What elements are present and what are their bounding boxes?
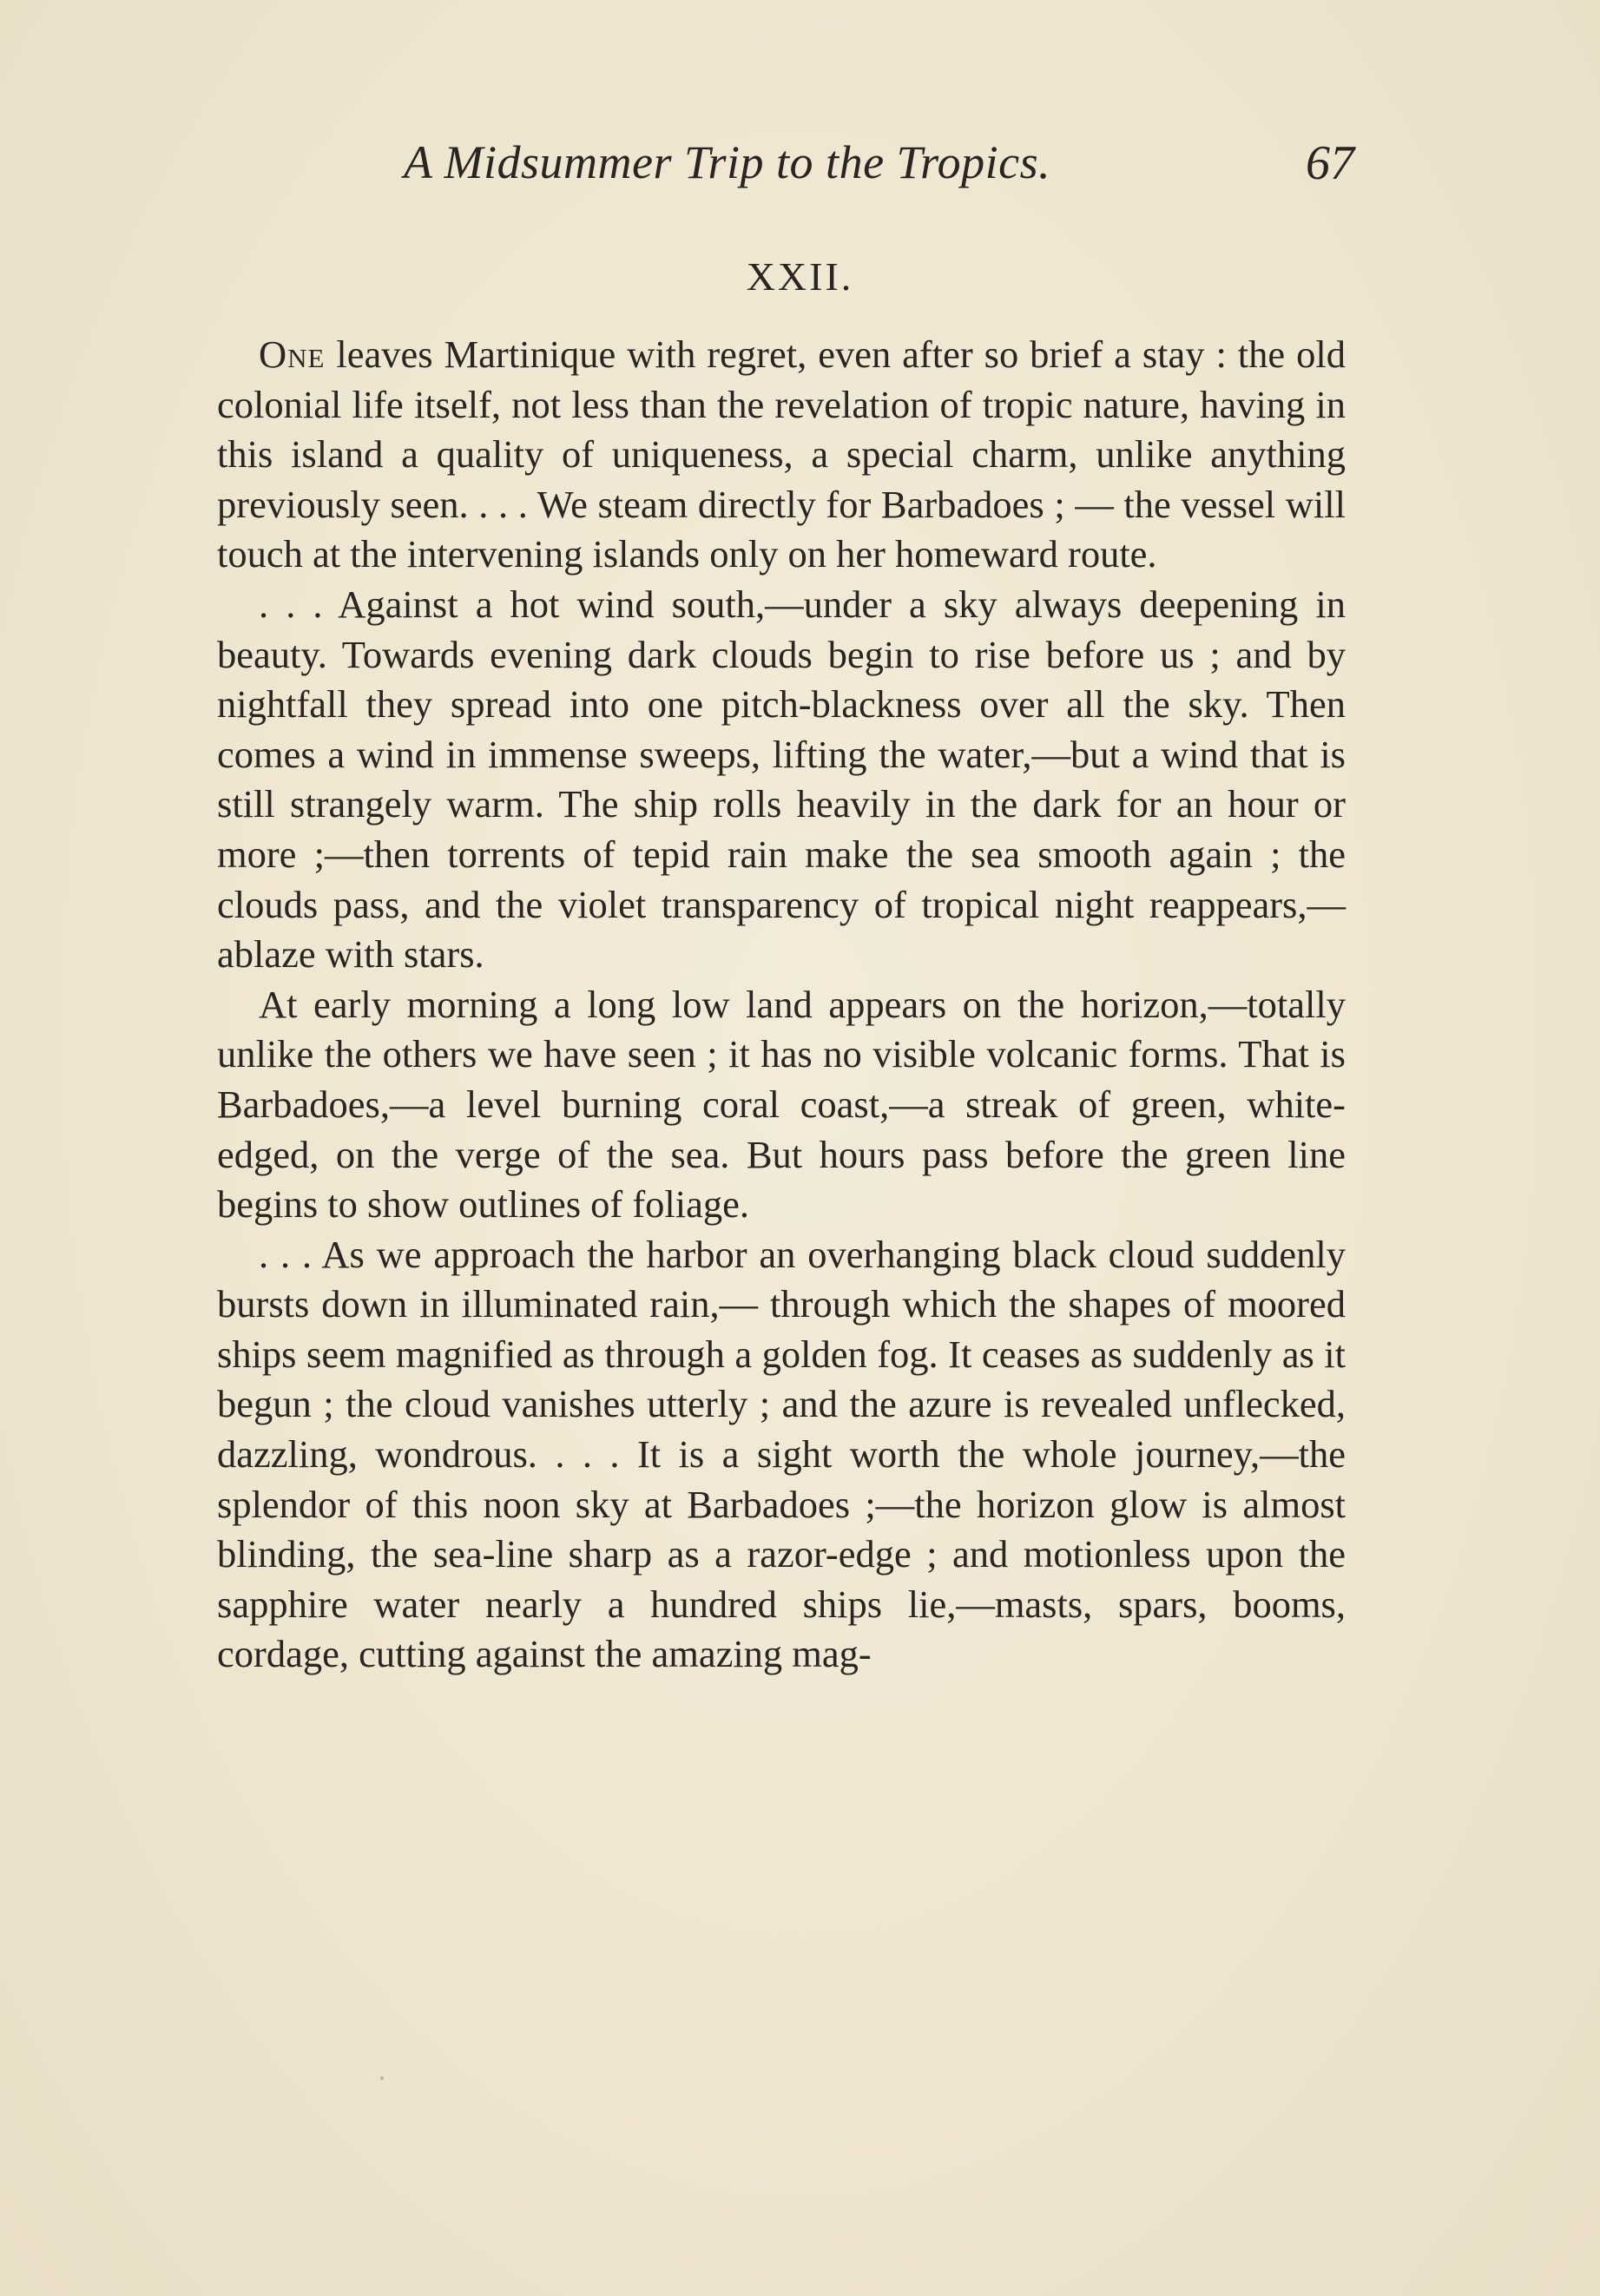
paragraph-1-text: leaves Martinique with regret, even after so brief a stay : the old colonial life itself, not less than the revelation of tropic nature, having in this island a quality of uniqueness, a special charm, unlike anything previously seen. . . . We steam directly for Barbadoes ; — the vessel will touch at the intervening islands only on her homeward route. (217, 332, 1346, 576)
running-title: A Midsummer Trip to the Tropics. (404, 136, 1051, 188)
paragraph-3: At early morning a long low land appears on the horizon,—totally unlike the others we have seen ; it has no visible volcanic forms. That is Barbadoes,—a level burning coral coast,—a streak of green, white-edged, on the verge of the sea. But hours pass before the green line begins to show outlines of foliage. (217, 982, 1346, 1227)
section-heading: XXII. (746, 254, 854, 299)
paragraph-4: . . . As we approach the harbor an overhanging black cloud suddenly bursts down in illuminated rain,— through which the shapes of moored ships seem magnified as through a golden fog. It ceases as suddenly as it begun ; the cloud vanishes utterly ; and the azure is revealed unflecked, dazzling, wondrous. . . . It is a sight worth the whole journey,—the splendor of this noon sky at Barbadoes ;—the horizon glow is almost blinding, the sea-line sharp as a razor-edge ; and motionless upon the sapphire water nearly a hundred ships lie,—masts, spars, booms, cordage, cutting against the amazing mag- (217, 1232, 1346, 1676)
page-number: 67 (1306, 136, 1354, 190)
running-head (217, 128, 1354, 207)
body-text (217, 330, 1346, 1680)
paragraph-lead-word: One (259, 332, 326, 376)
paragraph-1 (217, 330, 1346, 580)
paragraph-2: . . . Against a hot wind south,—under a sky always deepening in beauty. Towards evening dark clouds begin to rise before us ; and by nightfall they spread into one pitch-blackness over all the sky. Then comes a wind in immense sweeps, lifting the water,—but a wind that is still strangely warm. The ship rolls heavily in the dark for an hour or more ;—then torrents of tepid rain make the sea smooth again ; the clouds pass, and the violet transparency of tropical night reappears,— ablaze with stars. (217, 582, 1346, 977)
paper-speck (380, 2076, 384, 2080)
